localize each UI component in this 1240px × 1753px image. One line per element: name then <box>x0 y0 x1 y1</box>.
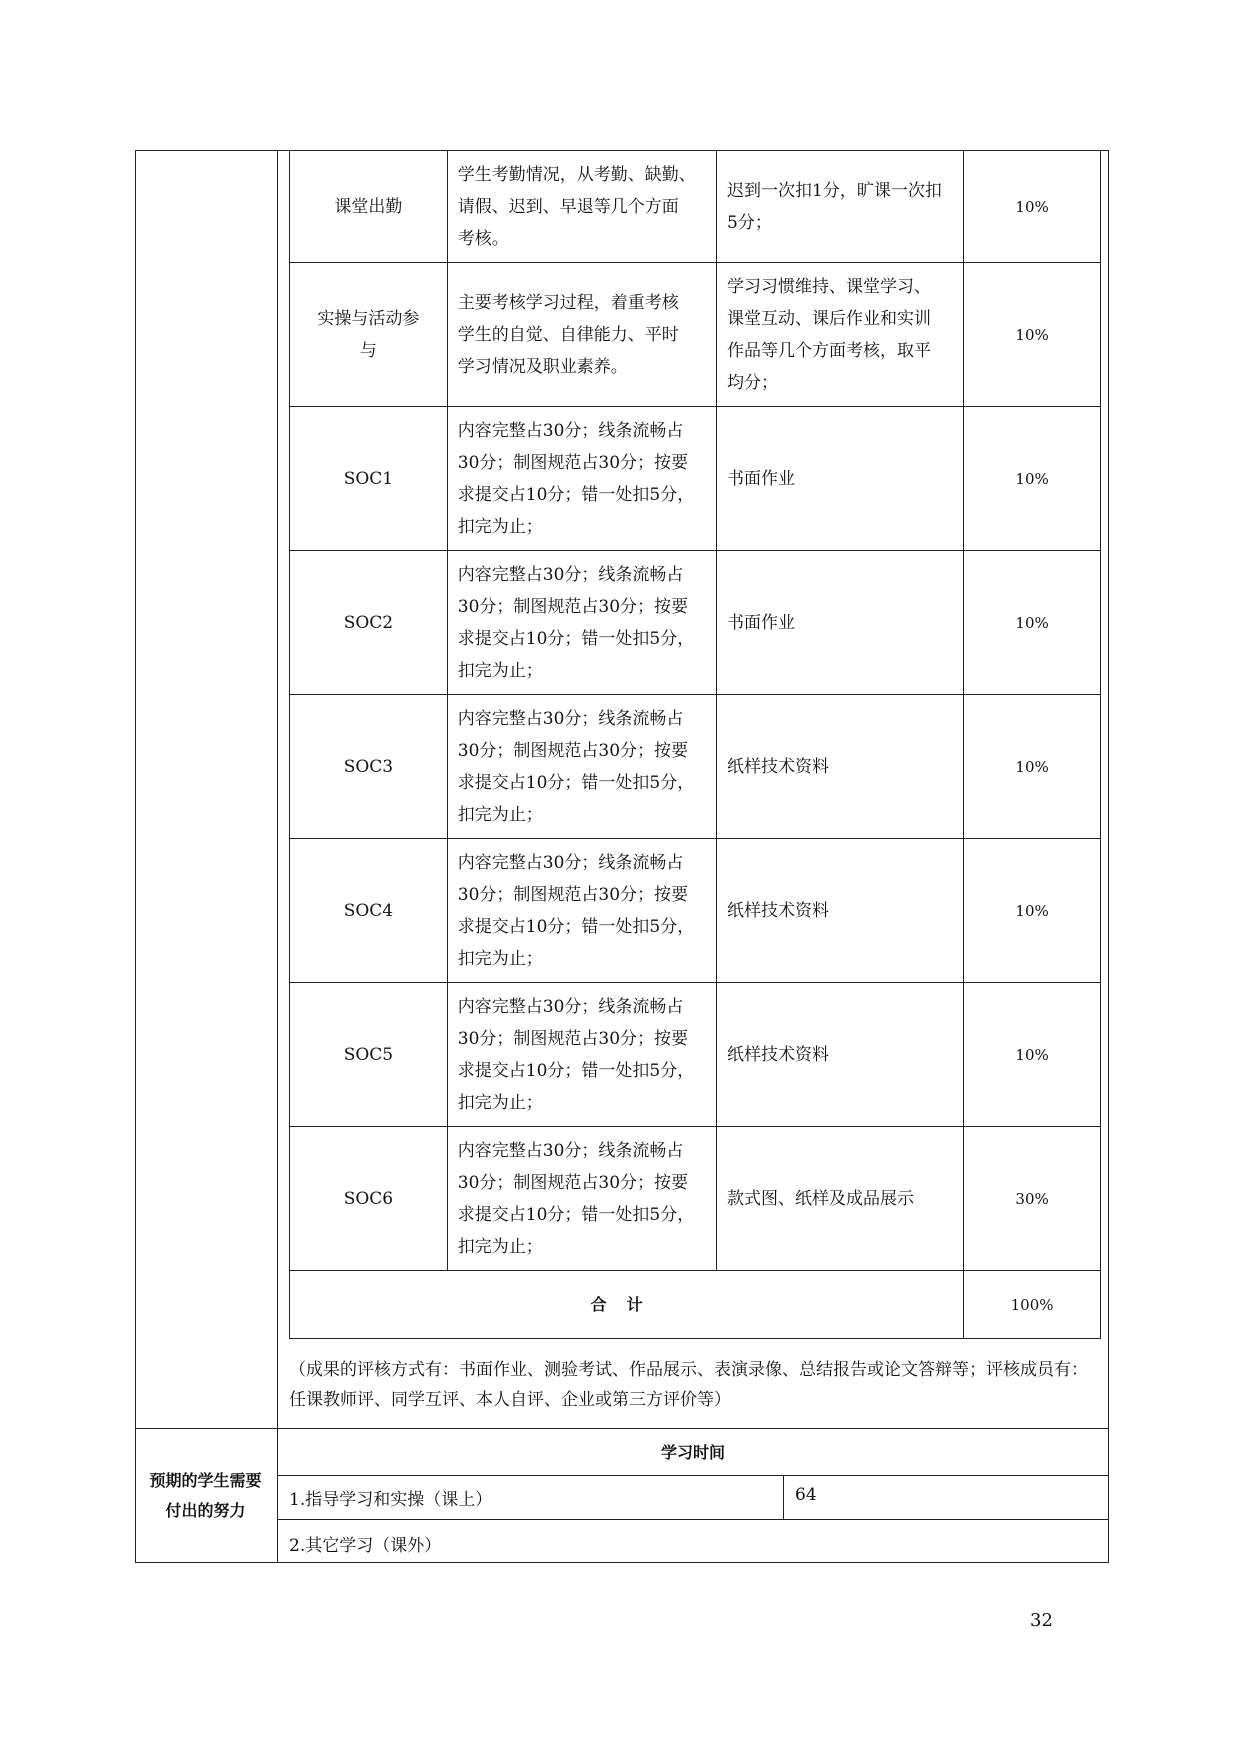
effort-label <box>135 1428 276 1563</box>
effort-label-text: 预期的学生需要付出的努力 <box>149 1470 262 1520</box>
assessment-criteria-line: 内容完整占30分；线条流畅占 <box>457 1140 684 1161</box>
assessment-item <box>290 695 448 839</box>
assessment-method <box>717 551 964 695</box>
assessment-item <box>290 551 448 695</box>
assessment-weight: 10% <box>964 151 1101 263</box>
assessment-method-line: 款式图、纸样及成品展示 <box>727 1188 914 1209</box>
assessment-method <box>717 151 964 263</box>
assessment-criteria-line: 求提交占10分；错一处扣5分， <box>457 1204 695 1225</box>
assessment-criteria <box>447 407 716 551</box>
assessment-criteria <box>447 551 716 695</box>
assessment-criteria-line: 请假、迟到、早退等几个方面 <box>457 196 679 217</box>
assessment-weight: 10% <box>964 695 1101 839</box>
page-number: 32 <box>1030 1610 1053 1631</box>
effort-row-1-label: 1.指导学习和实操（课上） <box>289 1490 493 1510</box>
assessment-criteria-line: 30分；制图规范占30分；按要 <box>457 1028 689 1049</box>
table-row <box>290 839 1101 983</box>
assessment-criteria-line: 30分；制图规范占30分；按要 <box>457 740 689 761</box>
assessment-table <box>289 150 1101 1339</box>
assessment-item <box>290 983 448 1127</box>
assessment-criteria <box>447 839 716 983</box>
assessment-method <box>717 1127 964 1271</box>
table-row <box>290 151 1101 263</box>
assessment-criteria-line: 内容完整占30分；线条流畅占 <box>457 420 684 441</box>
assessment-criteria-line: 内容完整占30分；线条流畅占 <box>457 852 684 873</box>
assessment-method-line: 纸样技术资料 <box>727 900 829 921</box>
assessment-method-line: 书面作业 <box>727 612 795 633</box>
assessment-method <box>717 839 964 983</box>
assessment-criteria <box>447 1127 716 1271</box>
total-label: 合计 <box>290 1271 964 1339</box>
assessment-criteria-line: 30分；制图规范占30分；按要 <box>457 1172 689 1193</box>
assessment-criteria <box>447 695 716 839</box>
effort-row-1-value: 64 <box>795 1485 817 1505</box>
table-row <box>290 983 1101 1127</box>
assessment-method <box>717 407 964 551</box>
assessment-item-line: SOC4 <box>343 900 394 921</box>
assessment-item-line: SOC5 <box>343 1044 394 1065</box>
assessment-item-line: 课堂出勤 <box>334 196 403 217</box>
assessment-criteria-line: 扣完为止； <box>457 660 543 681</box>
assessment-method-line: 均分； <box>727 372 778 393</box>
assessment-item-line: 与 <box>359 340 377 361</box>
table-row <box>290 551 1101 695</box>
assessment-method-line: 纸样技术资料 <box>727 756 829 777</box>
table-row <box>290 695 1101 839</box>
assessment-weight: 10% <box>964 263 1101 407</box>
effort-row-line <box>277 1475 1109 1476</box>
left-column-divider <box>277 151 278 1562</box>
assessment-item <box>290 263 448 407</box>
effort-cell-divider <box>783 1475 784 1519</box>
assessment-criteria-line: 学生的自觉、自律能力、平时 <box>457 324 679 345</box>
assessment-item-line: SOC3 <box>343 756 394 777</box>
assessment-criteria <box>447 263 716 407</box>
assessment-criteria-line: 求提交占10分；错一处扣5分， <box>457 916 695 937</box>
assessment-criteria-line: 求提交占10分；错一处扣5分， <box>457 484 695 505</box>
assessment-weight: 10% <box>964 407 1101 551</box>
assessment-method-line: 课堂互动、课后作业和实训 <box>727 308 931 329</box>
assessment-criteria <box>447 151 716 263</box>
assessment-weight: 30% <box>964 1127 1101 1271</box>
assessment-weight: 10% <box>964 839 1101 983</box>
assessment-criteria-line: 考核。 <box>457 228 509 249</box>
assessment-criteria-line: 内容完整占30分；线条流畅占 <box>457 564 684 585</box>
assessment-criteria-line: 扣完为止； <box>457 804 543 825</box>
assessment-method <box>717 983 964 1127</box>
assessment-criteria <box>447 983 716 1127</box>
table-row <box>290 1127 1101 1271</box>
table-row <box>290 407 1101 551</box>
assessment-item-line: SOC1 <box>343 468 394 489</box>
assessment-item-line: 实操与活动参 <box>317 308 420 329</box>
assessment-item-line: SOC2 <box>343 612 394 633</box>
assessment-criteria-line: 求提交占10分；错一处扣5分， <box>457 628 695 649</box>
assessment-criteria-line: 内容完整占30分；线条流畅占 <box>457 996 684 1017</box>
assessment-weight: 10% <box>964 551 1101 695</box>
assessment-weight: 10% <box>964 983 1101 1127</box>
assessment-method-line: 纸样技术资料 <box>727 1044 829 1065</box>
assessment-note: （成果的评核方式有：书面作业、测验考试、作品展示、表演录像、总结报告或论文答辩等；评核成员有：任课教师评、同学互评、本人自评、企业或第三方评价等） <box>289 1360 1088 1410</box>
assessment-criteria-line: 扣完为止； <box>457 516 543 537</box>
learning-time-title: 学习时间 <box>660 1443 725 1462</box>
assessment-method-line: 5分； <box>727 212 772 233</box>
assessment-criteria-line: 求提交占10分；错一处扣5分， <box>457 1060 695 1081</box>
assessment-method-line: 迟到一次扣1分，旷课一次扣 <box>727 180 942 201</box>
assessment-method-line: 书面作业 <box>727 468 795 489</box>
effort-row-line <box>277 1519 1109 1520</box>
assessment-criteria-line: 30分；制图规范占30分；按要 <box>457 596 689 617</box>
assessment-criteria-line: 扣完为止； <box>457 1092 543 1113</box>
assessment-item <box>290 839 448 983</box>
assessment-item <box>290 1127 448 1271</box>
assessment-criteria-line: 扣完为止； <box>457 948 543 969</box>
effort-row-2-label: 2.其它学习（课外） <box>289 1536 442 1556</box>
assessment-criteria-line: 30分；制图规范占30分；按要 <box>457 452 689 473</box>
assessment-criteria-line: 扣完为止； <box>457 1236 543 1257</box>
assessment-method-line: 作品等几个方面考核，取平 <box>727 340 931 361</box>
assessment-item <box>290 407 448 551</box>
assessment-method <box>717 263 964 407</box>
assessment-criteria-line: 求提交占10分；错一处扣5分， <box>457 772 695 793</box>
assessment-criteria-line: 学生考勤情况，从考勤、缺勤、 <box>457 164 696 185</box>
total-row <box>290 1271 1101 1339</box>
assessment-criteria-line: 学习情况及职业素养。 <box>457 356 628 377</box>
assessment-method <box>717 695 964 839</box>
assessment-criteria-line: 主要考核学习过程，着重考核 <box>457 292 679 313</box>
assessment-item-line: SOC6 <box>343 1188 394 1209</box>
assessment-item <box>290 151 448 263</box>
assessment-criteria-line: 内容完整占30分；线条流畅占 <box>457 708 684 729</box>
assessment-method-line: 学习习惯维持、课堂学习、 <box>727 276 931 297</box>
table-row <box>290 263 1101 407</box>
assessment-criteria-line: 30分；制图规范占30分；按要 <box>457 884 689 905</box>
total-weight: 100% <box>964 1271 1101 1339</box>
